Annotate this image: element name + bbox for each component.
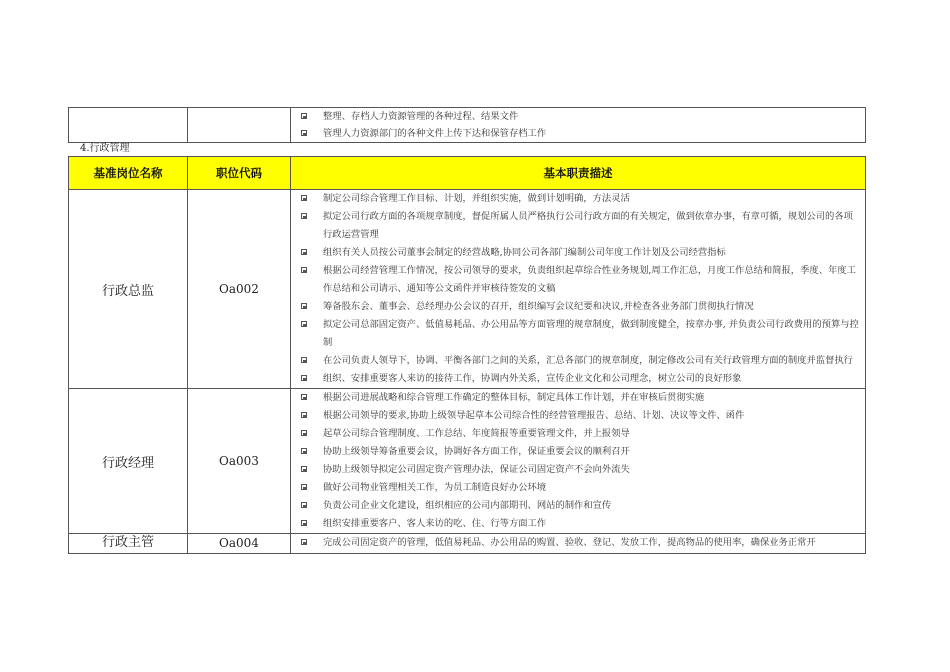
duty-text: 拟定公司总部固定资产、低值易耗品、办公用品等方面管理的规章制度，做到制度健全，按章办事, 并负责公司行政费用的预算与控制: [323, 319, 859, 348]
duty-text: 管理人力资源部门的各种文件上传下达和保管存档工作: [323, 128, 547, 139]
duty-text: 在公司负责人领导下，协调、平衡各部门之间的关系，汇总各部门的规章制度，制定修改公司有关行政管理方面的制度并监督执行: [323, 355, 853, 366]
list-item: [297, 244, 859, 262]
list-item: [297, 208, 859, 244]
checkbox-bullet-icon: [301, 466, 307, 472]
duty-text: 拟定公司行政方面的各项规章制度，督促所属人员严格执行公司行政方面的有关规定，做到依章办事，有章可循，规划公司的各项行政运营管理: [323, 211, 853, 240]
list-item: [297, 515, 859, 533]
admin-positions-table: [68, 156, 866, 554]
position-name: 行政总监: [69, 190, 188, 389]
duty-text: 根据公司领导的要求,协助上级领导起草本公司综合性的经营管理报告、总结、计划、决议等文件、函件: [323, 410, 745, 421]
list-item: [297, 534, 859, 552]
duty-text: 组织安排重要客户、客人来访的吃、住、行等方面工作: [323, 518, 547, 529]
duty-text: 组织有关人员按公司董事会制定的经营战略,协同公司各部门编制公司年度工作计划及公司经营指标: [323, 247, 726, 258]
checkbox-bullet-icon: [301, 448, 307, 454]
duties-cell: [291, 389, 866, 534]
duty-list: [291, 108, 865, 142]
list-item: [297, 298, 859, 316]
checkbox-bullet-icon: [301, 394, 307, 400]
duty-list: [291, 534, 865, 552]
duty-text: 组织、安排重要客人来访的接待工作，协调内外关系，宣传企业文化和公司理念，树立公司的良好形象: [323, 373, 742, 384]
section-title: 4.行政管理: [80, 143, 130, 154]
header-position-name: 基准岗位名称: [69, 157, 188, 190]
duty-text: 协助上级领导拟定公司固定资产管理办法，保证公司固定资产不会向外流失: [323, 464, 630, 475]
list-item: [297, 425, 859, 443]
checkbox-bullet-icon: [301, 484, 307, 490]
checkbox-bullet-icon: [301, 539, 307, 545]
empty-code-cell: [188, 108, 291, 143]
list-item: [297, 461, 859, 479]
table-row: [69, 534, 866, 554]
duties-cell: [291, 190, 866, 389]
list-item: [297, 262, 859, 298]
checkbox-bullet-icon: [301, 375, 307, 381]
checkbox-bullet-icon: [301, 357, 307, 363]
hr-continuation-table: [68, 107, 866, 143]
duty-text: 筹备股东会、董事会、总经理办公会议的召开，组织编写会议纪要和决议,并检查各业务部门贯彻执行情况: [323, 301, 754, 312]
checkbox-bullet-icon: [301, 130, 307, 136]
checkbox-bullet-icon: [301, 303, 307, 309]
checkbox-bullet-icon: [301, 321, 307, 327]
header-position-code: 职位代码: [188, 157, 291, 190]
checkbox-bullet-icon: [301, 213, 307, 219]
checkbox-bullet-icon: [301, 430, 307, 436]
position-name: 行政主管: [69, 534, 188, 554]
position-code: Oa002: [188, 190, 291, 389]
duty-text: 起草公司综合管理制度、工作总结、年度简报等重要管理文件，并上报领导: [323, 428, 630, 439]
table-row: [69, 389, 866, 534]
table-row: [69, 108, 866, 143]
list-item: [297, 443, 859, 461]
position-code: Oa003: [188, 389, 291, 534]
list-item: [297, 352, 859, 370]
list-item: [297, 389, 859, 407]
list-item: [297, 370, 859, 388]
list-item: [297, 316, 859, 352]
header-description: 基本职责描述: [291, 157, 866, 190]
table-header-row: [69, 157, 866, 190]
duties-cell: [291, 534, 866, 554]
checkbox-bullet-icon: [301, 195, 307, 201]
checkbox-bullet-icon: [301, 502, 307, 508]
list-item: [297, 108, 859, 125]
duty-text: 根据公司进展战略和综合管理工作确定的整体目标，制定具体工作计划，并在审核后贯彻实施: [323, 392, 705, 403]
duty-text: 协助上级领导筹备重要会议，协调好各方面工作，保证重要会议的顺利召开: [323, 446, 630, 457]
duty-text: 根据公司经营管理工作情况，按公司领导的要求，负责组织起草综合性业务规划,周工作汇总，月度工作总结和简报，季度、年度工作总结和公司请示、通知等公文函件并审核待签发的文稿: [323, 265, 856, 294]
list-item: [297, 497, 859, 515]
checkbox-bullet-icon: [301, 412, 307, 418]
duty-list: [291, 389, 865, 533]
duty-text: 负责公司企业文化建设，组织相应的公司内部期刊、网站的制作和宣传: [323, 500, 612, 511]
position-code: Oa004: [188, 534, 291, 554]
duty-list: [291, 190, 865, 388]
duty-text: 做好公司物业管理相关工作，为员工制造良好办公环境: [323, 482, 547, 493]
table-row: [69, 190, 866, 389]
duty-text: 整理、存档人力资源管理的各种过程、结果文件: [323, 111, 519, 122]
position-name: 行政经理: [69, 389, 188, 534]
checkbox-bullet-icon: [301, 249, 307, 255]
checkbox-bullet-icon: [301, 113, 307, 119]
duty-text: 完成公司固定资产的管理，低值易耗品、办公用品的购置、验收、登记、发放工作，提高物品的使用率，确保业务正常开: [323, 537, 816, 548]
checkbox-bullet-icon: [301, 520, 307, 526]
duties-cell: [291, 108, 866, 143]
list-item: [297, 479, 859, 497]
list-item: [297, 125, 859, 142]
checkbox-bullet-icon: [301, 267, 307, 273]
list-item: [297, 190, 859, 208]
empty-name-cell: [69, 108, 188, 143]
duty-text: 制定公司综合管理工作目标、计划，并组织实施，做到计划明确，方法灵活: [323, 193, 630, 204]
list-item: [297, 407, 859, 425]
